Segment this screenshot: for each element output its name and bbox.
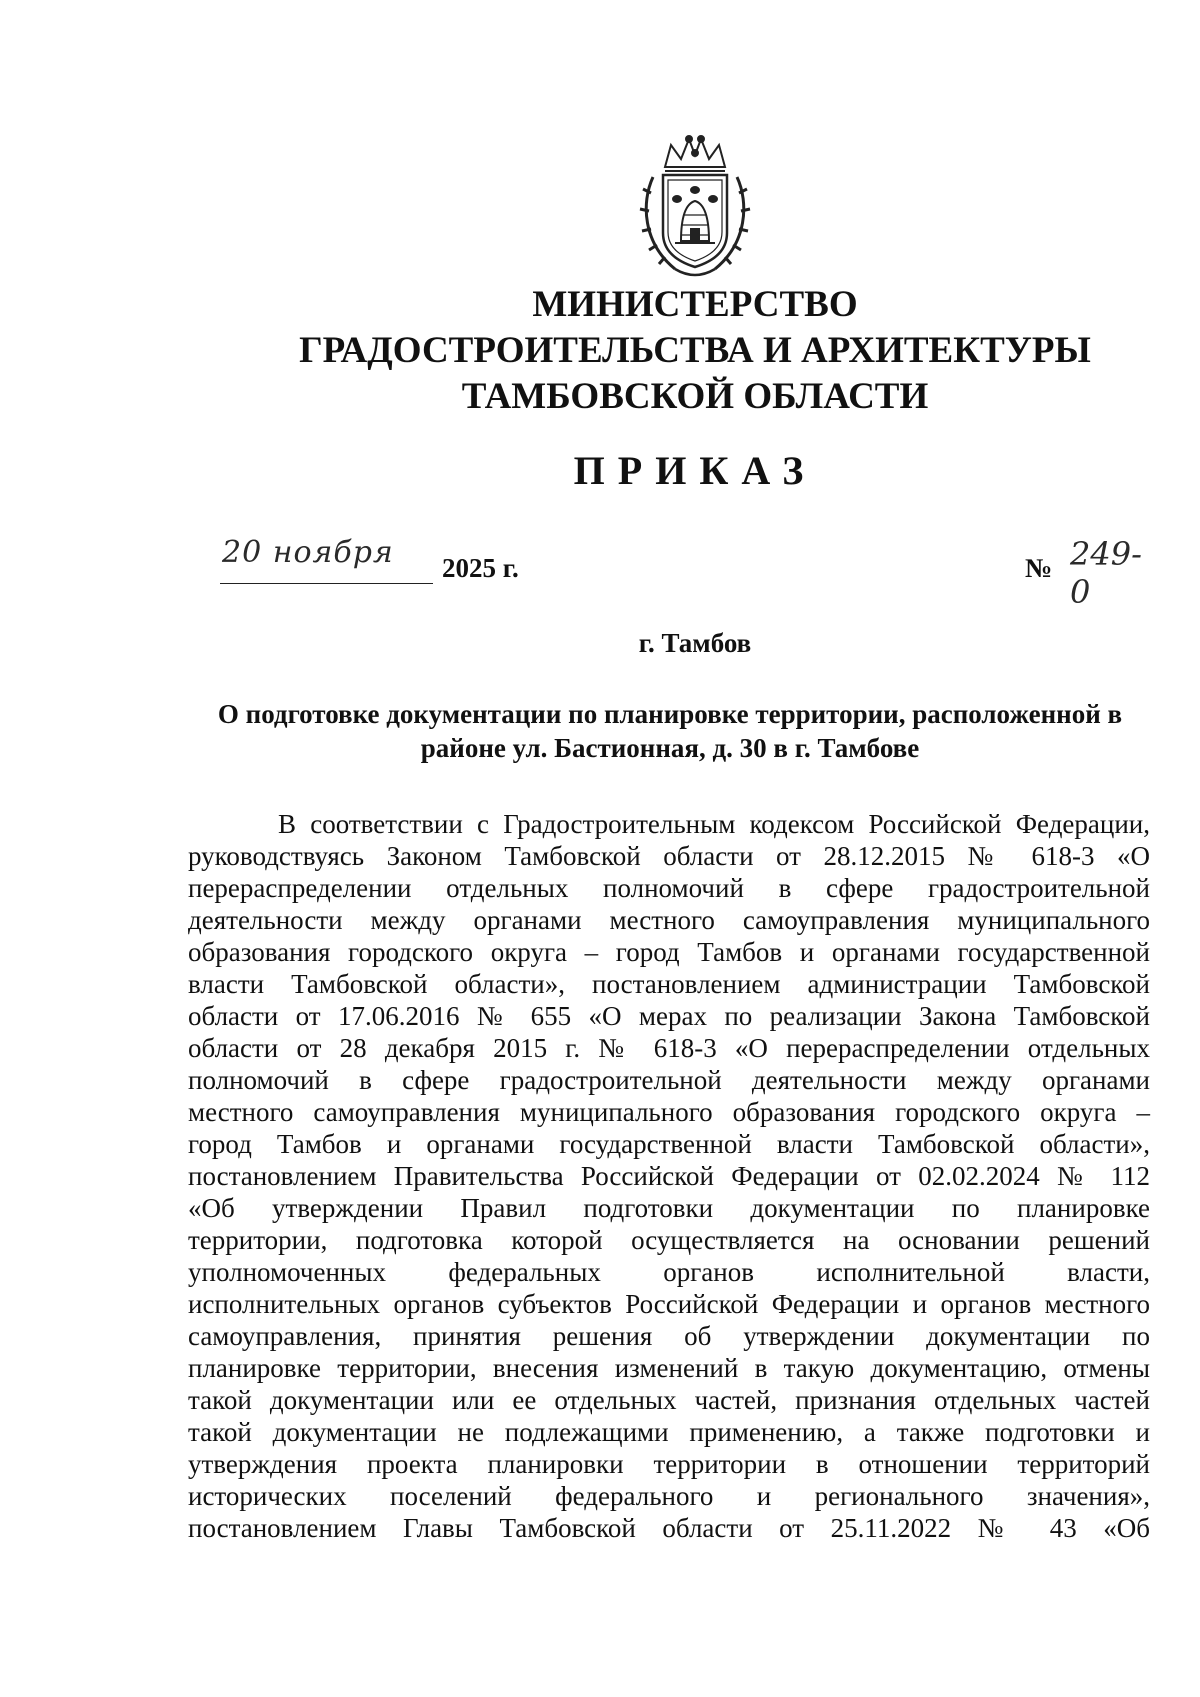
body-line: самоуправления, принятия решения об утверждении документации по — [188, 1321, 1150, 1351]
ministry-line-1: МИНИСТЕРСТВО — [532, 284, 858, 325]
number-sign: № — [1025, 553, 1053, 583]
handwritten-date: 20 ноября — [222, 535, 394, 570]
body-line: местного самоуправления муниципального образования городского округа – — [188, 1097, 1150, 1127]
body-line: утверждения проекта планировки территории в отношении территорий — [188, 1449, 1150, 1479]
body-line: деятельности между органами местного самоуправления муниципального — [188, 905, 1150, 935]
body-line: исторических поселений федерального и регионального значения», — [188, 1481, 1150, 1511]
ministry-line-3: ТАМБОВСКОЙ ОБЛАСТИ — [461, 376, 929, 417]
body-line: образования городского округа – город Тамбов и органами государственной — [188, 937, 1150, 967]
body-line: полномочий в сфере градостроительной деятельности между органами — [188, 1065, 1150, 1095]
body-line: перераспределении отдельных полномочий в сфере градостроительной — [188, 873, 1150, 903]
date-year: 2025 г. — [442, 553, 519, 583]
body-line: уполномоченных федеральных органов исполнительной власти, — [188, 1257, 1150, 1287]
document-type-title: ПРИКАЗ — [573, 448, 817, 493]
ministry-line-2: ГРАДОСТРОИТЕЛЬСТВА И АРХИТЕКТУРЫ — [299, 330, 1091, 371]
body-line: области от 28 декабря 2015 г. № 618-3 «О перераспределении отдельных — [188, 1033, 1150, 1063]
body-line: такой документации не подлежащими применению, а также подготовки и — [188, 1417, 1150, 1447]
ministry-name — [0, 282, 1200, 420]
coat-of-arms-icon — [635, 133, 755, 283]
subject-line-1: О подготовке документации по планировке территории, расположенной в — [217, 699, 1123, 729]
date-number-row — [210, 535, 1160, 611]
date-underline — [220, 583, 433, 584]
body-line: постановлением Правительства Российской Федерации от 02.02.2024 № 112 — [188, 1161, 1150, 1191]
body-line: территории, подготовка которой осуществляется на основании решений — [188, 1225, 1150, 1255]
issue-city: г. Тамбов — [638, 628, 752, 658]
body-line: руководствуясь Законом Тамбовской области от 28.12.2015 № 618-3 «О — [188, 841, 1150, 871]
body-line: власти Тамбовской области», постановлением администрации Тамбовской — [188, 969, 1150, 999]
body-line: исполнительных органов субъектов Российской Федерации и органов местного — [188, 1289, 1150, 1319]
order-subject — [190, 697, 1150, 765]
body-line: области от 17.06.2016 № 655 «О мерах по реализации Закона Тамбовской — [188, 1001, 1150, 1031]
body-line: «Об утверждении Правил подготовки документации по планировке — [188, 1193, 1150, 1223]
body-line: такой документации или ее отдельных частей, признания отдельных частей — [188, 1385, 1150, 1415]
handwritten-order-number: 249-0 — [1070, 535, 1142, 611]
body-line: В соответствии с Градостроительным кодексом Российской Федерации, — [278, 809, 1150, 839]
order-body-paragraph — [188, 808, 1150, 1544]
body-line: планировке территории, внесения изменений в такую документацию, отмены — [188, 1353, 1150, 1383]
body-line: постановлением Главы Тамбовской области от 25.11.2022 № 43 «Об — [188, 1513, 1150, 1543]
subject-line-2: районе ул. Бастионная, д. 30 в г. Тамбове — [420, 733, 920, 763]
body-line: город Тамбов и органами государственной власти Тамбовской области», — [188, 1129, 1150, 1159]
